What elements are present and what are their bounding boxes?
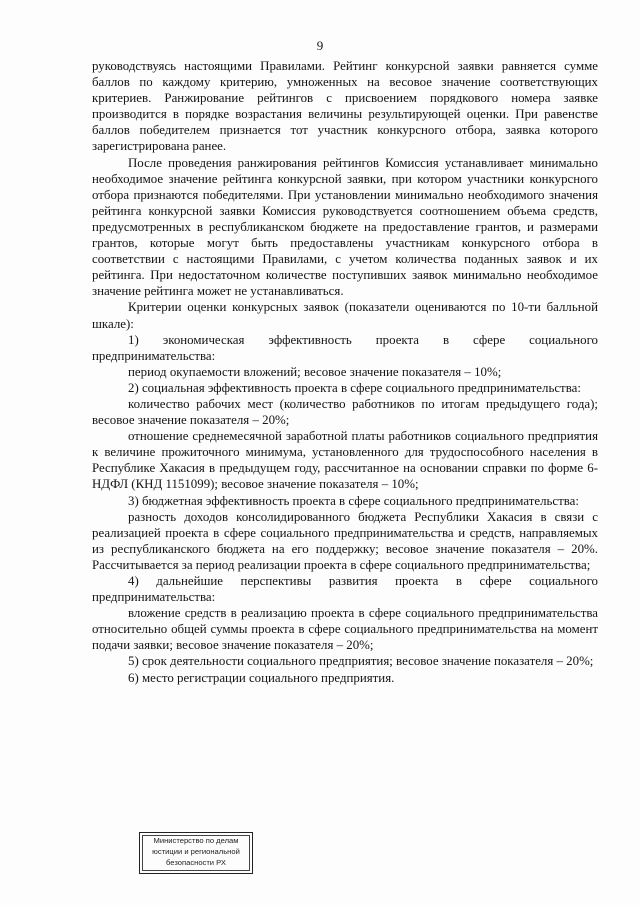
- stamp-line: безопасности РХ: [166, 858, 226, 867]
- list-item: 2) социальная эффективность проекта в сфере социального предпринимательства:: [128, 380, 581, 395]
- list-subitem: отношение среднемесячной заработной платы работников социального предприятия к величине прожиточного минимума, установленного для трудоспособного населения в Республике Хакасия в предыдущем году, рассчитанное на основании справки по форме 6-НДФЛ (КНД 1151099); весовое значение показателя – 10%;: [92, 429, 598, 492]
- list-subitem: период окупаемости вложений; весовое значение показателя – 10%;: [128, 364, 502, 379]
- list-subitem: количество рабочих мест (количество работников по итогам предыдущего года); весовое значение показателя – 20%;: [92, 396, 598, 428]
- list-item: 1) экономическая эффективность проекта в сфере социального предпринимательства:: [92, 332, 598, 363]
- document-body: [92, 58, 598, 686]
- list-item: 3) бюджетная эффективность проекта в сфере социального предпринимательства:: [128, 493, 579, 508]
- paragraph: руководствуясь настоящими Правилами. Рейтинг конкурсной заявки равняется сумме баллов по каждому критерию, умноженных на весовое значение соответствующих критериев. Ранжирование рейтингов с присвоением порядкового номера заявке производится в порядке возрастания величины результирующей оценки. При равенстве баллов победителем признается тот участник конкурсного отбора, заявка которого зарегистрирована ранее.: [92, 59, 598, 154]
- paragraph: После проведения ранжирования рейтингов Комиссия устанавливает минимально необходимое значение рейтинга конкурсной заявки, при котором участники конкурсного отбора признаются победителями. При установлении минимально необходимого значения рейтинга конкурсной заявки Комиссия руководствуется соотношением объема средств, предусмотренных в республиканском бюджете на предоставление грантов, и размерами грантов, которые могут быть предоставлены участникам конкурсного отбора в соответствии с настоящими Правилами, с учетом количества поданных заявок и их рейтинга. При недостаточном количестве поступивших заявок минимально необходимое значение рейтинга может не устанавливаться.: [92, 155, 598, 299]
- list-subitem: вложение средств в реализацию проекта в сфере социального предпринимательства относительно общей суммы проекта в сфере социального предпринимательства на момент подачи заявки; весовое значение показателя – 20%;: [92, 606, 598, 653]
- list-item: 6) место регистрации социального предприятия.: [128, 670, 395, 685]
- page-number: 9: [316, 38, 324, 53]
- paragraph: Критерии оценки конкурсных заявок (показатели оцениваются по 10-ти балльной шкале):: [92, 300, 598, 331]
- registration-stamp: [139, 832, 253, 874]
- stamp-line: юстиции и региональной: [152, 847, 240, 856]
- list-item: 5) срок деятельности социального предприятия; весовое значение показателя – 20%;: [128, 654, 594, 669]
- list-item: 4) дальнейшие перспективы развития проекта в сфере социального предпринимательства:: [92, 574, 598, 605]
- stamp-line: Министерство по делам: [153, 836, 239, 845]
- list-subitem: разность доходов консолидированного бюджета Республики Хакасия в связи с реализацией проекта в сфере социального предпринимательства и средств, направляемых из республиканского бюджета на его поддержку; весовое значение показателя – 20%. Рассчитывается за период реализации проекта в сфере социального предпринимательства;: [92, 509, 598, 572]
